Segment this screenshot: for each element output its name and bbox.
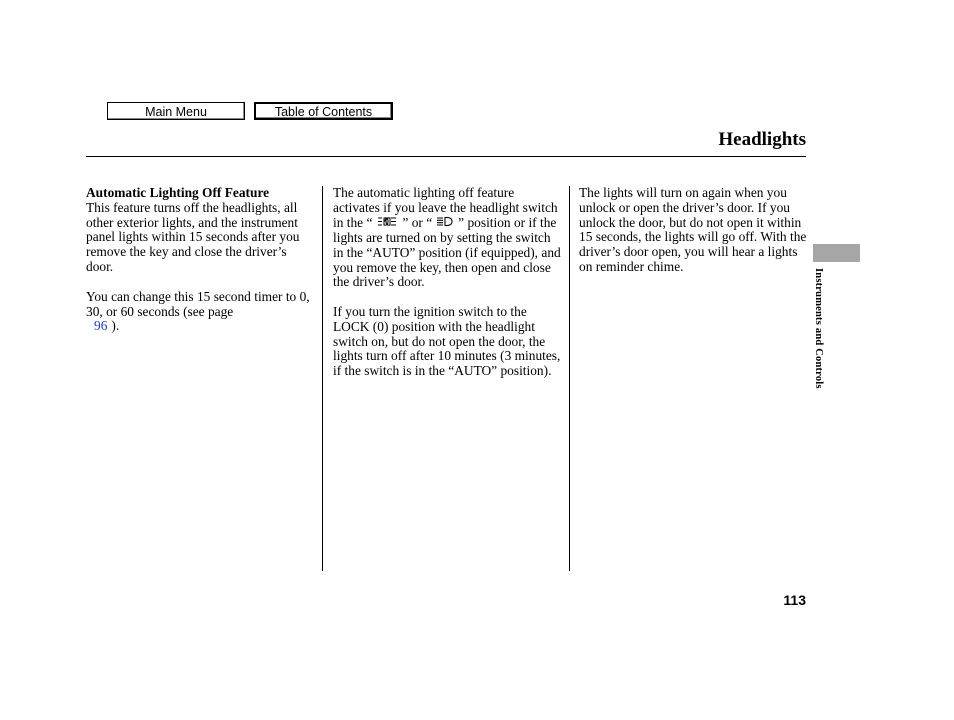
paragraph-ignition: If you turn the ignition switch to the LOCK (0) position with the headlight switch on, but do not open the door, the lights turn off after 10 minutes (3 minutes, if the switch is in the “AUTO” position). <box>333 304 561 379</box>
paragraph-text: ” or “ <box>402 214 433 230</box>
page-link-96[interactable]: 96 <box>94 318 108 334</box>
column-1 <box>86 186 316 349</box>
column-divider <box>569 186 570 571</box>
page-number: 113 <box>783 592 806 608</box>
section-tab-label: Instruments and Controls <box>813 268 824 389</box>
paragraph-text: You can change this 15 second timer to 0, 30, or 60 seconds (see page <box>86 288 310 319</box>
paragraph-unlock: The lights will turn on again when you unlock or open the driver’s door. If you unlock the door, but do not open it within 15 seconds, the lights will go off. With the driver’s door open, you will hear a lights on reminder chime. <box>579 185 807 274</box>
paragraph-text: ” position or if the lights are turned on by setting the switch in the “AUTO” position (if equipped), and you remove the key, then open and close the driver’s door. <box>333 214 561 290</box>
parking-lights-icon <box>376 216 398 231</box>
paragraph-timer <box>86 290 316 334</box>
paragraph: This feature turns off the headlights, all other exterior lights, and the instrument panel lights within 15 seconds after you remove the key and close the driver’s door. <box>86 199 300 274</box>
section-tab-marker <box>813 244 860 262</box>
headlights-icon <box>436 216 454 231</box>
paragraph-text: The automatic lighting off feature activates if you leave the headlight switch in the “ <box>333 185 558 230</box>
column-2 <box>333 186 563 394</box>
table-of-contents-button[interactable]: Table of Contents <box>254 102 393 120</box>
column-3 <box>579 186 809 290</box>
page-title: Headlights <box>718 129 806 150</box>
main-menu-button[interactable]: Main Menu <box>107 102 245 120</box>
paragraph-text-end: ). <box>111 318 120 334</box>
header-divider <box>86 156 806 157</box>
paragraph-activation <box>333 186 563 290</box>
section-heading: Automatic Lighting Off Feature <box>86 185 270 200</box>
column-divider <box>322 186 323 571</box>
